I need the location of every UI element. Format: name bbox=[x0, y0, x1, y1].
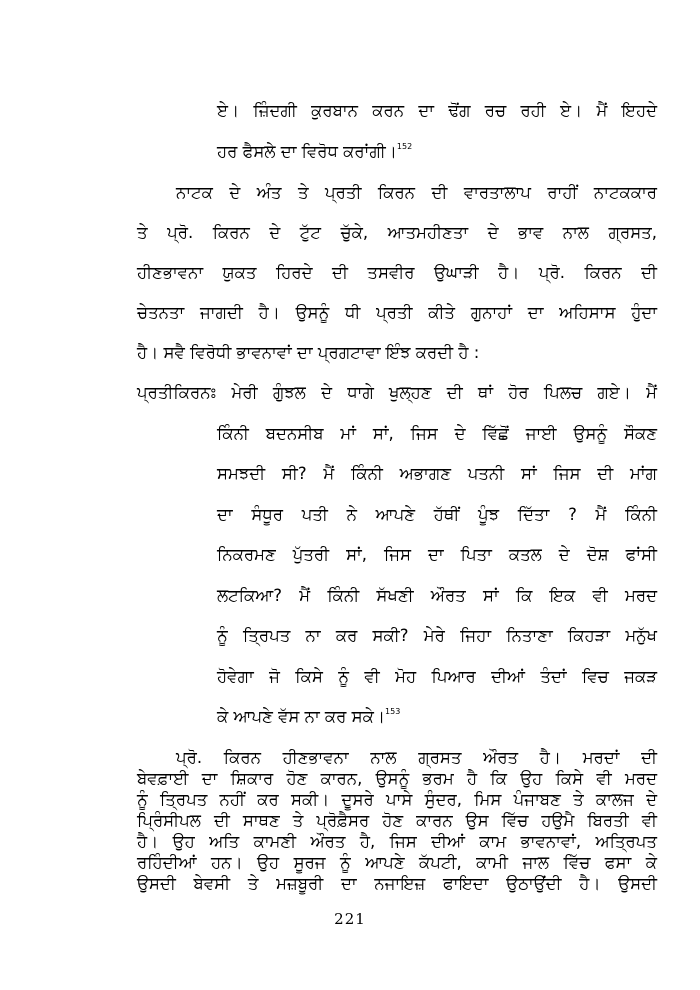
text-line: ਹੈ। ਸਵੈ ਵਿਰੋਧੀ ਭਾਵਨਾਵਾਂ ਦਾ ਪ੍ਰਗਟਾਵਾ ਇੰਝ ਕਰਦੀ ਹੈ : bbox=[137, 343, 480, 362]
text-line: ਹੈ। ਉਹ ਅਤਿ ਕਾਮਣੀ ਔਰਤ ਹੈ, ਜਿਸ ਦੀਆਂ ਕਾਮ ਭਾਵਨਾਵਾਂ, ਅਤ੍ਰਿਪਤ bbox=[137, 832, 657, 851]
text-line: ਹਰ ਫੈਸਲੇ ਦਾ ਵਿਰੋਧ ਕਰਾਂਗੀ।$^{152}$ bbox=[217, 142, 413, 161]
dialogue-line: ਪ੍ਰਤੀਕਿਰਨਃ ਮੇਰੀ ਗੁੰਝਲ ਦੇ ਧਾਗੇ ਖੁਲ੍ਹਣ ਦੀ ਥਾਂ ਹੋਰ ਪਿਲਚ ਗਏ। ਮੈਂ bbox=[137, 383, 657, 402]
dialogue-line: ਨਿਕਰਮਣ ਪੁੱਤਰੀ ਸਾਂ, ਜਿਸ ਦਾ ਪਿਤਾ ਕਤਲ ਦੇ ਦੋਸ਼ ਫਾਂਸੀ bbox=[217, 545, 657, 564]
text-line: ਪ੍ਰੋ. ਕਿਰਨ ਹੀਣਭਾਵਨਾ ਨਾਲ ਗ੍ਰਸਤ ਔਰਤ ਹੈ। ਮਰਦਾਂ ਦੀ bbox=[176, 748, 657, 767]
text-line: ਤੇ ਪ੍ਰੋ. ਕਿਰਨ ਦੇ ਟੁੱਟ ਚੁੱਕੇ, ਆਤਮਹੀਣਤਾ ਦੇ ਭਾਵ ਨਾਲ ਗ੍ਰਸਤ, bbox=[137, 223, 657, 242]
text-line: ਏ। ਜ਼ਿੰਦਗੀ ਕੁਰਬਾਨ ਕਰਨ ਦਾ ਢੋਂਗ ਰਚ ਰਹੀ ਏ। ਮੈਂ ਇਹਦੇ bbox=[217, 101, 657, 120]
dialogue-line: ਸਮਝਦੀ ਸੀ? ਮੈਂ ਕਿੰਨੀ ਅਭਾਗਣ ਪਤਨੀ ਸਾਂ ਜਿਸ ਦੀ ਮਾਂਗ bbox=[217, 464, 657, 483]
text-line: ਹੀਣਭਾਵਨਾ ਯੁਕਤ ਹਿਰਦੇ ਦੀ ਤਸਵੀਰ ਉਘਾੜੀ ਹੈ। ਪ੍ਰੋ. ਕਿਰਨ ਦੀ bbox=[137, 263, 657, 282]
text-line: ਚੇਤਨਤਾ ਜਾਗਦੀ ਹੈ। ਉਸਨੂੰ ਧੀ ਪ੍ਰਤੀ ਕੀਤੇ ਗੁਨਾਹਾਂ ਦਾ ਅਹਿਸਾਸ ਹੁੰਦਾ bbox=[137, 303, 657, 322]
text-line: ਨੂੰ ਤ੍ਰਿਪਤ ਨਹੀਂ ਕਰ ਸਕੀ। ਦੂਸਰੇ ਪਾਸੇ ਸੁੰਦਰ, ਮਿਸ ਪੰਜਾਬਣ ਤੇ ਕਾਲਜ ਦੇ bbox=[137, 790, 657, 809]
text-line: ਉਸਦੀ ਬੇਵਸੀ ਤੇ ਮਜ਼ਬੂਰੀ ਦਾ ਨਜਾਇਜ਼ ਫਾਇਦਾ ਉਠਾਉਂਦੀ ਹੈ। ਉਸਦੀ bbox=[137, 874, 657, 893]
text-line: ਪ੍ਰਿੰਸੀਪਲ ਦੀ ਸਾਥਣ ਤੇ ਪ੍ਰੋਫ਼ੈਸਰ ਹੋਣ ਕਾਰਨ ਉਸ ਵਿੱਚ ਹਉਮੈ ਬਿਰਤੀ ਵੀ bbox=[137, 811, 657, 830]
dialogue-line: ਨੂੰ ਤ੍ਰਿਪਤ ਨਾ ਕਰ ਸਕੀ? ਮੇਰੇ ਜਿਹਾ ਨਿਤਾਣਾ ਕਿਹੜਾ ਮਨੁੱਖ bbox=[217, 626, 657, 645]
dialogue-line: ਕਿੰਨੀ ਬਦਨਸੀਬ ਮਾਂ ਸਾਂ, ਜਿਸ ਦੇ ਵਿੱਛੋਂ ਜਾਈ ਉਸਨੂੰ ਸੌਕਣ bbox=[217, 424, 657, 443]
dialogue-line: ਹੋਵੇਗਾ ਜੋ ਕਿਸੇ ਨੂੰ ਵੀ ਮੋਹ ਪਿਆਰ ਦੀਆਂ ਤੰਦਾਂ ਵਿਚ ਜਕੜ bbox=[217, 667, 657, 686]
dialogue-line: ਲਟਕਿਆ? ਮੈਂ ਕਿੰਨੀ ਸੱਖਣੀ ਔਰਤ ਸਾਂ ਕਿ ਇਕ ਵੀ ਮਰਦ bbox=[217, 586, 657, 605]
dialogue-line: ਦਾ ਸੰਧੂਰ ਪਤੀ ਨੇ ਆਪਣੇ ਹੱਥੀਂ ਪੂੰਝ ਦਿੱਤਾ ? ਮੈਂ ਕਿੰਨੀ bbox=[217, 505, 657, 524]
text-line: ਨਾਟਕ ਦੇ ਅੰਤ ਤੇ ਪ੍ਰਤੀ ਕਿਰਨ ਦੀ ਵਾਰਤਾਲਾਪ ਰਾਹੀਂ ਨਾਟਕਕਾਰ bbox=[176, 183, 657, 202]
dialogue-line: ਕੇ ਆਪਣੇ ਵੱਸ ਨਾ ਕਰ ਸਕੇ।$^{153}$ bbox=[217, 707, 401, 726]
footnote-marker: 153 bbox=[385, 707, 401, 716]
text-line: ਬੇਵਫ਼ਾਈ ਦਾ ਸ਼ਿਕਾਰ ਹੋਣ ਕਾਰਨ, ਉਸਨੂੰ ਭਰਮ ਹੈ ਕਿ ਉਹ ਕਿਸੇ ਵੀ ਮਰਦ bbox=[137, 769, 657, 788]
footnote-marker: 152 bbox=[396, 142, 413, 151]
text-line: ਰਹਿੰਦੀਆਂ ਹਨ। ਉਹ ਸੂਰਜ ਨੂੰ ਆਪਣੇ ਕੱਪਟੀ, ਕਾਮੀ ਜਾਲ ਵਿੱਚ ਫਸਾ ਕੇ bbox=[137, 853, 657, 872]
page-number: 221 bbox=[334, 910, 366, 928]
